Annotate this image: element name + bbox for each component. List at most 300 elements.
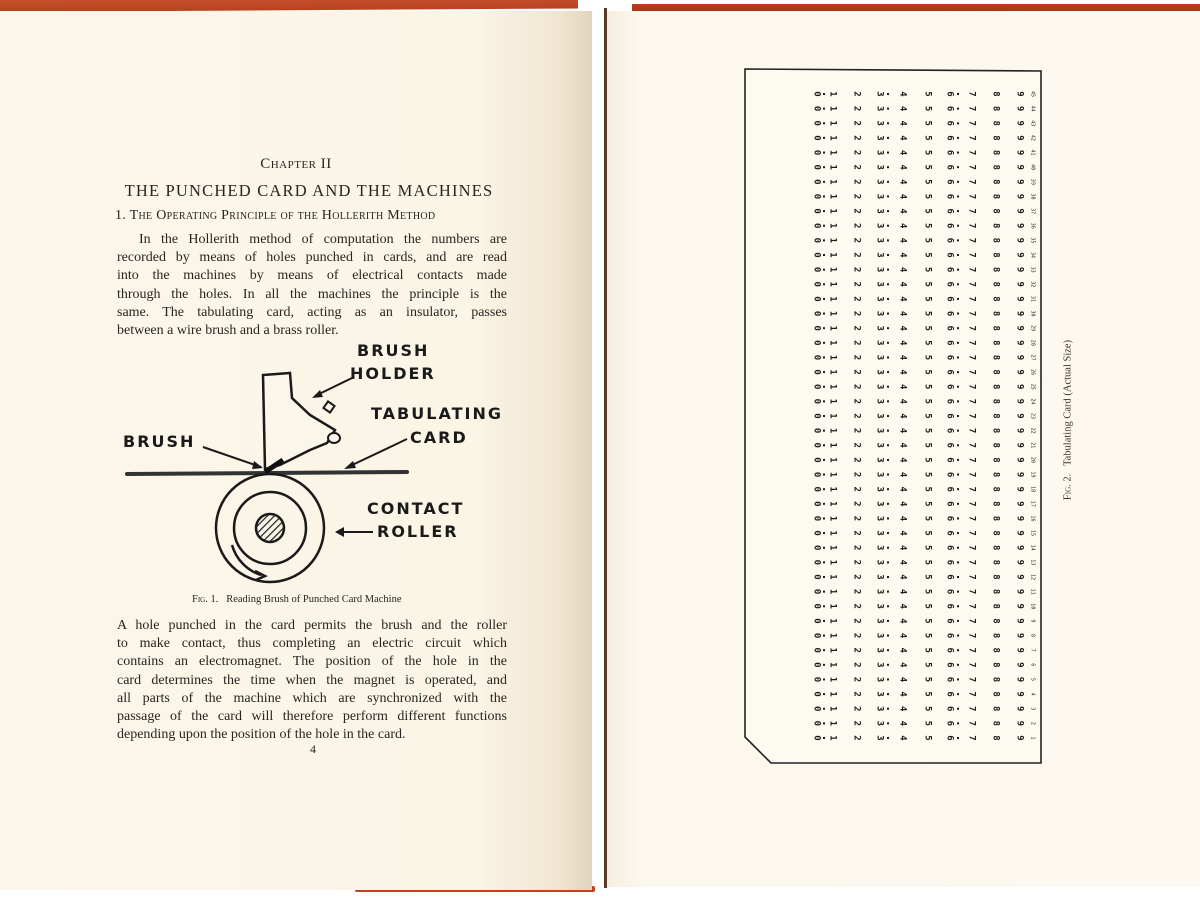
svg-text:3: 3 <box>874 588 885 595</box>
svg-text:9: 9 <box>1014 691 1025 697</box>
svg-text:0: 0 <box>811 588 822 595</box>
svg-text:9: 9 <box>1014 442 1025 448</box>
svg-text:12: 12 <box>1029 573 1036 581</box>
svg-text:6: 6 <box>944 120 955 126</box>
svg-text:4: 4 <box>897 325 908 331</box>
svg-text:5: 5 <box>922 310 933 317</box>
label-tabulating-card-line1: TABULATING <box>371 404 503 423</box>
svg-text:0: 0 <box>811 398 822 405</box>
svg-text:9: 9 <box>1014 325 1025 331</box>
svg-text:8: 8 <box>990 603 1001 609</box>
svg-text:38: 38 <box>1029 193 1036 200</box>
text-line: contains an electromagnet. The position of the hole in the <box>117 654 507 670</box>
text-line: to make contact, thus completing an electric circuit which <box>117 636 507 652</box>
svg-text:5: 5 <box>922 530 933 536</box>
svg-text:5: 5 <box>922 427 933 434</box>
svg-text:4: 4 <box>897 384 908 390</box>
svg-text:6: 6 <box>1029 663 1036 667</box>
svg-text:2: 2 <box>851 676 862 683</box>
svg-text:0: 0 <box>811 676 822 683</box>
svg-text:6: 6 <box>944 164 955 170</box>
svg-text:9: 9 <box>1014 223 1025 229</box>
svg-text:5: 5 <box>922 266 933 273</box>
svg-text:9: 9 <box>1014 310 1025 317</box>
svg-text:8: 8 <box>990 237 1001 244</box>
svg-text:1: 1 <box>1029 736 1036 740</box>
svg-text:18: 18 <box>1029 486 1036 493</box>
svg-text:0: 0 <box>811 515 822 522</box>
svg-text:8: 8 <box>990 574 1001 580</box>
svg-text:0: 0 <box>811 647 822 653</box>
svg-text:7: 7 <box>966 457 977 463</box>
svg-text:8: 8 <box>990 135 1001 141</box>
svg-text:3: 3 <box>874 442 885 448</box>
svg-text:0: 0 <box>811 120 822 126</box>
svg-text:3: 3 <box>874 471 885 478</box>
label-brush-holder-line2: HOLDER <box>350 364 436 383</box>
svg-text:3: 3 <box>874 325 885 331</box>
svg-text:8: 8 <box>990 413 1001 419</box>
svg-text:0: 0 <box>811 179 822 185</box>
svg-text:6: 6 <box>944 427 955 434</box>
svg-text:4: 4 <box>897 471 908 478</box>
svg-text:7: 7 <box>966 354 977 361</box>
svg-text:4: 4 <box>897 706 908 712</box>
svg-text:9: 9 <box>1014 252 1025 258</box>
svg-text:5: 5 <box>922 91 933 97</box>
svg-text:3: 3 <box>874 208 885 214</box>
svg-text:22: 22 <box>1029 427 1036 434</box>
svg-text:2: 2 <box>851 588 862 595</box>
svg-text:1: 1 <box>827 164 838 170</box>
svg-text:8: 8 <box>990 530 1001 536</box>
svg-text:8: 8 <box>990 384 1001 390</box>
svg-text:7: 7 <box>966 193 977 200</box>
svg-text:8: 8 <box>990 501 1001 507</box>
svg-text:5: 5 <box>922 486 933 492</box>
svg-text:4: 4 <box>897 691 908 697</box>
svg-text:9: 9 <box>1014 486 1025 492</box>
svg-text:1: 1 <box>827 691 838 697</box>
svg-text:1: 1 <box>827 252 838 258</box>
label-tabulating-card-line2: CARD <box>410 428 468 447</box>
svg-text:4: 4 <box>897 105 908 112</box>
svg-text:8: 8 <box>990 91 1001 97</box>
svg-text:1: 1 <box>827 471 838 478</box>
svg-text:4: 4 <box>897 647 908 653</box>
svg-text:1: 1 <box>827 720 838 727</box>
svg-text:4: 4 <box>897 91 908 97</box>
svg-text:1: 1 <box>827 501 838 507</box>
svg-text:3: 3 <box>874 340 885 346</box>
svg-text:3: 3 <box>874 193 885 200</box>
svg-text:3: 3 <box>874 735 885 741</box>
svg-text:8: 8 <box>990 354 1001 361</box>
label-brush-holder-line1: BRUSH <box>357 341 430 360</box>
svg-text:5: 5 <box>922 603 933 609</box>
svg-text:5: 5 <box>922 471 933 478</box>
svg-text:1: 1 <box>827 340 838 346</box>
svg-text:0: 0 <box>811 91 822 97</box>
svg-text:9: 9 <box>1014 603 1025 609</box>
svg-text:1: 1 <box>827 706 838 712</box>
svg-text:1: 1 <box>827 603 838 609</box>
svg-text:8: 8 <box>990 369 1001 375</box>
svg-text:6: 6 <box>944 310 955 317</box>
svg-text:9: 9 <box>1014 706 1025 712</box>
svg-text:4: 4 <box>897 252 908 258</box>
svg-text:4: 4 <box>897 515 908 522</box>
svg-text:6: 6 <box>944 105 955 112</box>
svg-text:1: 1 <box>827 545 838 551</box>
svg-text:6: 6 <box>944 720 955 727</box>
svg-text:7: 7 <box>966 223 977 229</box>
svg-text:9: 9 <box>1014 501 1025 507</box>
svg-text:5: 5 <box>922 149 933 156</box>
svg-text:2: 2 <box>1029 721 1036 725</box>
svg-text:7: 7 <box>966 384 977 390</box>
tabulating-card-grid <box>743 67 1043 765</box>
svg-text:8: 8 <box>990 208 1001 214</box>
svg-text:2: 2 <box>851 193 862 200</box>
svg-text:3: 3 <box>874 135 885 141</box>
svg-text:3: 3 <box>874 632 885 639</box>
svg-text:5: 5 <box>922 545 933 551</box>
svg-text:1: 1 <box>827 398 838 405</box>
svg-text:5: 5 <box>1029 677 1036 681</box>
svg-text:1: 1 <box>827 179 838 185</box>
svg-text:3: 3 <box>874 457 885 463</box>
svg-text:6: 6 <box>944 398 955 405</box>
svg-text:21: 21 <box>1029 442 1036 449</box>
svg-text:9: 9 <box>1014 208 1025 214</box>
svg-text:4: 4 <box>897 427 908 434</box>
svg-text:9: 9 <box>1014 471 1025 478</box>
svg-text:20: 20 <box>1029 456 1036 463</box>
svg-text:4: 4 <box>897 442 908 448</box>
svg-text:17: 17 <box>1029 500 1036 507</box>
svg-text:1: 1 <box>827 574 838 580</box>
svg-text:5: 5 <box>922 164 933 170</box>
svg-text:1: 1 <box>827 91 838 97</box>
svg-text:7: 7 <box>966 135 977 141</box>
svg-text:4: 4 <box>1029 692 1036 696</box>
svg-text:3: 3 <box>1029 707 1036 711</box>
svg-text:5: 5 <box>922 340 933 346</box>
svg-text:1: 1 <box>827 237 838 244</box>
svg-text:0: 0 <box>811 354 822 361</box>
svg-text:4: 4 <box>897 632 908 639</box>
svg-text:9: 9 <box>1014 281 1025 287</box>
svg-text:6: 6 <box>944 208 955 214</box>
svg-text:2: 2 <box>851 149 862 156</box>
figure-1-text: Reading Brush of Punched Card Machine <box>226 594 402 605</box>
svg-text:9: 9 <box>1014 105 1025 112</box>
svg-text:3: 3 <box>874 237 885 244</box>
svg-text:6: 6 <box>944 223 955 229</box>
svg-text:8: 8 <box>990 515 1001 522</box>
svg-text:1: 1 <box>827 735 838 741</box>
svg-text:3: 3 <box>874 603 885 609</box>
svg-text:7: 7 <box>966 398 977 405</box>
svg-text:3: 3 <box>874 530 885 536</box>
svg-text:8: 8 <box>990 252 1001 258</box>
svg-text:9: 9 <box>1014 149 1025 156</box>
svg-text:9: 9 <box>1014 559 1025 566</box>
svg-text:0: 0 <box>811 603 822 609</box>
svg-text:1: 1 <box>827 442 838 448</box>
svg-text:0: 0 <box>811 574 822 580</box>
svg-text:8: 8 <box>990 618 1001 624</box>
svg-text:8: 8 <box>990 223 1001 229</box>
svg-text:1: 1 <box>827 413 838 419</box>
svg-text:1: 1 <box>827 427 838 434</box>
svg-text:5: 5 <box>922 647 933 653</box>
svg-text:4: 4 <box>897 120 908 126</box>
svg-text:19: 19 <box>1029 471 1036 478</box>
text-line: In the Hollerith method of computation the numbers are <box>139 232 507 247</box>
figure-reading-brush <box>115 335 515 585</box>
svg-text:9: 9 <box>1014 369 1025 375</box>
svg-text:7: 7 <box>966 340 977 346</box>
svg-text:7: 7 <box>966 105 977 112</box>
svg-text:8: 8 <box>990 193 1001 200</box>
section-heading: 1. The Operating Principle of the Hollerith Method <box>115 208 436 223</box>
svg-text:26: 26 <box>1029 369 1036 376</box>
svg-text:7: 7 <box>966 266 977 273</box>
svg-text:6: 6 <box>944 706 955 712</box>
svg-text:37: 37 <box>1029 208 1036 215</box>
svg-text:1: 1 <box>827 676 838 683</box>
svg-text:5: 5 <box>922 632 933 639</box>
svg-text:7: 7 <box>966 501 977 507</box>
svg-text:9: 9 <box>1014 340 1025 346</box>
svg-text:8: 8 <box>990 676 1001 683</box>
text-line: depending upon the position of the hole in the card. <box>117 727 406 743</box>
svg-text:7: 7 <box>966 149 977 156</box>
svg-text:0: 0 <box>811 501 822 507</box>
svg-text:2: 2 <box>851 618 862 624</box>
text-line: card determines the time when the magnet is operated, and <box>117 672 507 688</box>
svg-text:5: 5 <box>922 135 933 141</box>
svg-text:9: 9 <box>1014 588 1025 595</box>
svg-text:6: 6 <box>944 384 955 390</box>
svg-text:9: 9 <box>1014 735 1025 741</box>
svg-text:7: 7 <box>1029 648 1036 652</box>
svg-text:2: 2 <box>851 237 862 244</box>
svg-text:3: 3 <box>874 647 885 653</box>
svg-text:5: 5 <box>922 369 933 375</box>
svg-text:6: 6 <box>944 691 955 697</box>
svg-text:4: 4 <box>897 662 908 668</box>
svg-text:9: 9 <box>1014 413 1025 419</box>
svg-text:0: 0 <box>811 223 822 229</box>
svg-text:5: 5 <box>922 223 933 229</box>
svg-text:1: 1 <box>827 515 838 522</box>
svg-text:7: 7 <box>966 208 977 214</box>
svg-text:7: 7 <box>966 530 977 536</box>
svg-text:2: 2 <box>851 120 862 126</box>
svg-text:4: 4 <box>897 457 908 463</box>
svg-text:0: 0 <box>811 310 822 317</box>
svg-text:8: 8 <box>990 398 1001 405</box>
svg-text:7: 7 <box>966 310 977 317</box>
svg-text:9: 9 <box>1014 574 1025 580</box>
svg-text:4: 4 <box>897 545 908 551</box>
svg-text:6: 6 <box>944 340 955 346</box>
svg-text:6: 6 <box>944 266 955 273</box>
svg-text:0: 0 <box>811 662 822 668</box>
svg-text:4: 4 <box>897 486 908 492</box>
svg-text:8: 8 <box>990 442 1001 448</box>
svg-text:5: 5 <box>922 574 933 580</box>
svg-text:1: 1 <box>827 588 838 595</box>
svg-text:9: 9 <box>1014 266 1025 273</box>
svg-text:1: 1 <box>827 281 838 287</box>
svg-text:3: 3 <box>874 486 885 492</box>
svg-text:6: 6 <box>944 574 955 580</box>
svg-text:6: 6 <box>944 296 955 302</box>
svg-text:3: 3 <box>874 384 885 390</box>
svg-text:8: 8 <box>990 691 1001 697</box>
page-number: 4 <box>310 742 316 756</box>
svg-text:2: 2 <box>851 91 862 97</box>
figure-1-caption <box>192 594 402 605</box>
reading-brush-diagram <box>115 335 515 585</box>
svg-text:7: 7 <box>966 120 977 126</box>
svg-text:5: 5 <box>922 457 933 463</box>
svg-text:3: 3 <box>874 559 885 566</box>
svg-text:4: 4 <box>897 676 908 683</box>
svg-text:5: 5 <box>922 676 933 683</box>
svg-text:2: 2 <box>851 515 862 522</box>
svg-text:8: 8 <box>990 735 1001 741</box>
svg-text:1: 1 <box>827 105 838 112</box>
svg-text:7: 7 <box>966 603 977 609</box>
svg-text:3: 3 <box>874 252 885 258</box>
svg-text:0: 0 <box>811 193 822 200</box>
svg-text:6: 6 <box>944 603 955 609</box>
svg-text:6: 6 <box>944 515 955 522</box>
svg-text:3: 3 <box>874 398 885 405</box>
svg-text:25: 25 <box>1029 383 1036 390</box>
svg-text:30: 30 <box>1029 310 1036 317</box>
svg-text:6: 6 <box>944 588 955 595</box>
svg-text:7: 7 <box>966 632 977 639</box>
svg-text:5: 5 <box>922 105 933 112</box>
svg-text:2: 2 <box>851 471 862 478</box>
svg-text:5: 5 <box>922 237 933 244</box>
svg-text:4: 4 <box>897 735 908 741</box>
svg-text:8: 8 <box>990 720 1001 727</box>
svg-text:7: 7 <box>966 252 977 258</box>
svg-text:8: 8 <box>990 310 1001 317</box>
svg-text:14: 14 <box>1029 544 1036 551</box>
svg-text:3: 3 <box>874 281 885 287</box>
svg-text:2: 2 <box>851 384 862 390</box>
svg-text:34: 34 <box>1029 251 1036 259</box>
svg-text:6: 6 <box>944 369 955 375</box>
svg-text:0: 0 <box>811 325 822 331</box>
svg-text:32: 32 <box>1029 281 1036 288</box>
svg-text:9: 9 <box>1014 676 1025 683</box>
svg-text:8: 8 <box>990 486 1001 492</box>
svg-text:3: 3 <box>874 691 885 697</box>
svg-text:4: 4 <box>897 603 908 609</box>
svg-text:2: 2 <box>851 530 862 536</box>
svg-text:8: 8 <box>990 149 1001 156</box>
svg-text:4: 4 <box>897 296 908 302</box>
svg-text:5: 5 <box>922 735 933 741</box>
svg-text:24: 24 <box>1029 398 1036 405</box>
svg-text:5: 5 <box>922 325 933 331</box>
svg-text:3: 3 <box>874 105 885 112</box>
svg-text:5: 5 <box>922 179 933 185</box>
svg-text:0: 0 <box>811 237 822 244</box>
svg-text:0: 0 <box>811 735 822 741</box>
label-contact-roller-line2: ROLLER <box>377 522 459 541</box>
svg-text:6: 6 <box>944 135 955 141</box>
svg-text:6: 6 <box>944 632 955 639</box>
svg-text:7: 7 <box>966 588 977 595</box>
svg-text:8: 8 <box>990 706 1001 712</box>
svg-text:9: 9 <box>1014 91 1025 97</box>
svg-text:41: 41 <box>1029 149 1036 156</box>
text-line: recorded by means of holes punched in cards, and are read <box>117 250 507 266</box>
paragraph-intro <box>117 231 507 340</box>
svg-text:0: 0 <box>811 135 822 141</box>
svg-text:7: 7 <box>966 691 977 697</box>
svg-text:8: 8 <box>990 545 1001 551</box>
svg-text:0: 0 <box>811 442 822 448</box>
svg-text:0: 0 <box>811 486 822 492</box>
svg-text:5: 5 <box>922 354 933 361</box>
svg-text:7: 7 <box>966 545 977 551</box>
svg-text:0: 0 <box>811 618 822 624</box>
svg-text:8: 8 <box>990 559 1001 566</box>
svg-text:0: 0 <box>811 691 822 697</box>
svg-text:6: 6 <box>944 281 955 287</box>
svg-text:9: 9 <box>1014 296 1025 302</box>
svg-text:36: 36 <box>1029 222 1036 229</box>
svg-text:6: 6 <box>944 354 955 361</box>
svg-text:7: 7 <box>966 706 977 712</box>
svg-text:0: 0 <box>811 457 822 463</box>
svg-text:3: 3 <box>874 501 885 507</box>
svg-text:3: 3 <box>874 310 885 317</box>
svg-text:7: 7 <box>966 179 977 185</box>
svg-text:0: 0 <box>811 720 822 727</box>
svg-text:2: 2 <box>851 574 862 580</box>
svg-text:3: 3 <box>874 676 885 683</box>
svg-text:9: 9 <box>1014 530 1025 536</box>
svg-text:0: 0 <box>811 559 822 566</box>
svg-text:3: 3 <box>874 706 885 712</box>
svg-text:4: 4 <box>897 413 908 419</box>
svg-text:6: 6 <box>944 193 955 200</box>
svg-text:5: 5 <box>922 662 933 668</box>
svg-text:2: 2 <box>851 281 862 287</box>
svg-text:3: 3 <box>874 179 885 185</box>
svg-text:3: 3 <box>874 413 885 419</box>
svg-text:5: 5 <box>922 588 933 595</box>
svg-text:4: 4 <box>897 208 908 214</box>
svg-text:7: 7 <box>966 559 977 566</box>
svg-text:7: 7 <box>966 296 977 302</box>
svg-text:2: 2 <box>851 164 862 170</box>
svg-text:0: 0 <box>811 252 822 258</box>
svg-text:2: 2 <box>851 603 862 609</box>
